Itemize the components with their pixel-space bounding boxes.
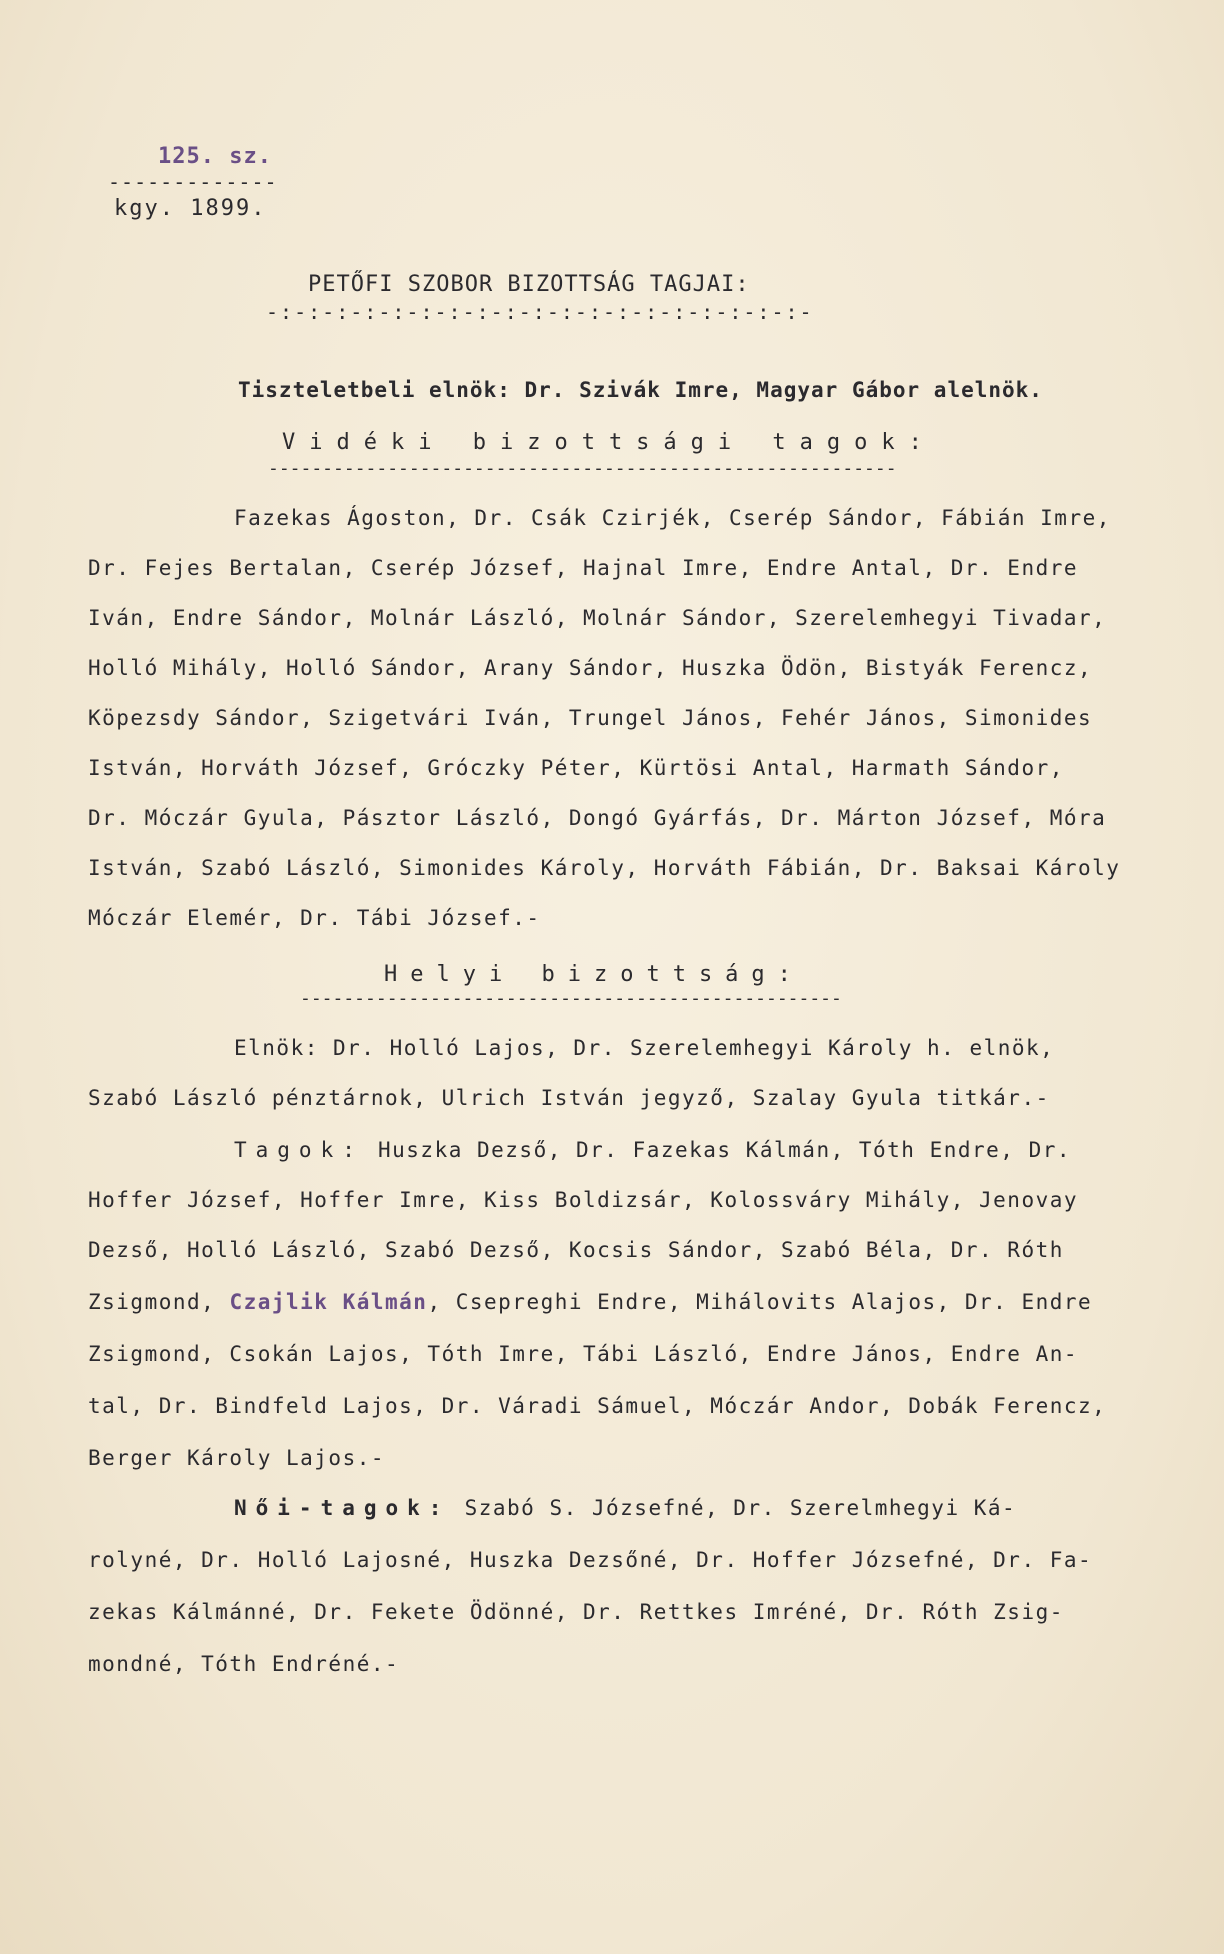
ink-highlighted-name: Czajlik Kálmán [229, 1290, 428, 1314]
women-member-line: mondné, Tóth Endréné.- [88, 1652, 400, 1676]
number-separator: ------------- [108, 170, 278, 194]
local-section-heading: Helyi bizottság: [384, 962, 804, 987]
members-label: Tagok: [234, 1138, 364, 1162]
local-member-line: tal, Dr. Bindfeld Lajos, Dr. Váradi Sámuel, Móczár Andor, Dobák Ferencz, [88, 1394, 1107, 1418]
document-year: kgy. 1899. [114, 196, 267, 221]
rural-line: Fazekas Ágoston, Dr. Csák Czirjék, Cserép Sándor, Fábián Imre, [234, 506, 1111, 530]
women-members-first-line [234, 1496, 1016, 1520]
local-member-line: Hoffer József, Hoffer Imre, Kiss Boldizsár, Kolossváry Mihály, Jenovay [88, 1188, 1079, 1212]
rural-line: Holló Mihály, Holló Sándor, Arany Sándor, Huszka Ödön, Bistyák Ferencz, [88, 656, 1093, 680]
rural-section-rule: ---------------------------------------------------------- [268, 458, 897, 479]
members-first-names: Huszka Dezső, Dr. Fazekas Kálmán, Tóth Endre, Dr. [363, 1138, 1072, 1162]
rural-line: István, Horváth József, Gróczky Péter, Kürtösi Antal, Harmath Sándor, [88, 756, 1064, 780]
local-president-line: Elnök: Dr. Holló Lajos, Dr. Szerelemhegyi Károly h. elnök, [234, 1036, 1055, 1060]
document-title: PETŐFI SZOBOR BIZOTTSÁG TAGJAI: [308, 272, 750, 297]
local-member-line [88, 1290, 1092, 1314]
document-number: 125. sz. [158, 144, 272, 169]
local-officers-line: Szabó László pénztárnok, Ulrich István jegyző, Szalay Gyula titkár.- [88, 1086, 1050, 1110]
rural-line: István, Szabó László, Simonides Károly, Horváth Fábián, Dr. Baksai Károly [88, 856, 1121, 880]
women-member-line: rolyné, Dr. Holló Lajosné, Huszka Dezsőné, Dr. Hoffer Józsefné, Dr. Fa- [88, 1548, 1093, 1572]
women-member-line: zekas Kálmánné, Dr. Fekete Ödönné, Dr. Rettkes Imréné, Dr. Róth Zsig- [88, 1600, 1064, 1624]
rural-section-heading: Vidéki bizottsági tagok: [282, 430, 936, 455]
rural-line: Iván, Endre Sándor, Molnár László, Molnár Sándor, Szerelemhegyi Tivadar, [88, 606, 1107, 630]
women-members-label: Női-tagok: [234, 1496, 451, 1520]
women-first-names: Szabó S. Józsefné, Dr. Szerelmhegyi Ká- [450, 1496, 1017, 1520]
local-member-line: Zsigmond, Csokán Lajos, Tóth Imre, Tábi László, Endre János, Endre An- [88, 1342, 1079, 1366]
local-member-line: Berger Károly Lajos.- [88, 1446, 386, 1470]
rural-line: Köpezsdy Sándor, Szigetvári Iván, Trungel János, Fehér János, Simonides [88, 706, 1093, 730]
member-text: , Csepreghi Endre, Mihálovits Alajos, Dr. Endre [427, 1290, 1093, 1314]
honorary-president-line: Tiszteletbeli elnök: Dr. Szivák Imre, Magyar Gábor alelnök. [238, 378, 1043, 402]
rural-line: Dr. Fejes Bertalan, Cserép József, Hajnal Imre, Endre Antal, Dr. Endre [88, 556, 1079, 580]
local-members-first-line [234, 1138, 1071, 1162]
rural-line: Dr. Móczár Gyula, Pásztor László, Dongó Gyárfás, Dr. Márton József, Móra [88, 806, 1107, 830]
member-text: Zsigmond, [88, 1290, 230, 1314]
rural-line: Móczár Elemér, Dr. Tábi József.- [88, 906, 541, 930]
local-section-rule: -------------------------------------------------- [300, 988, 842, 1009]
local-member-line: Dezső, Holló László, Szabó Dezső, Kocsis Sándor, Szabó Béla, Dr. Róth [88, 1238, 1064, 1262]
title-decoration: -:-:-:-:-:-:-:-:-:-:-:-:-:-:-:-:-:-:-:- [266, 300, 814, 324]
